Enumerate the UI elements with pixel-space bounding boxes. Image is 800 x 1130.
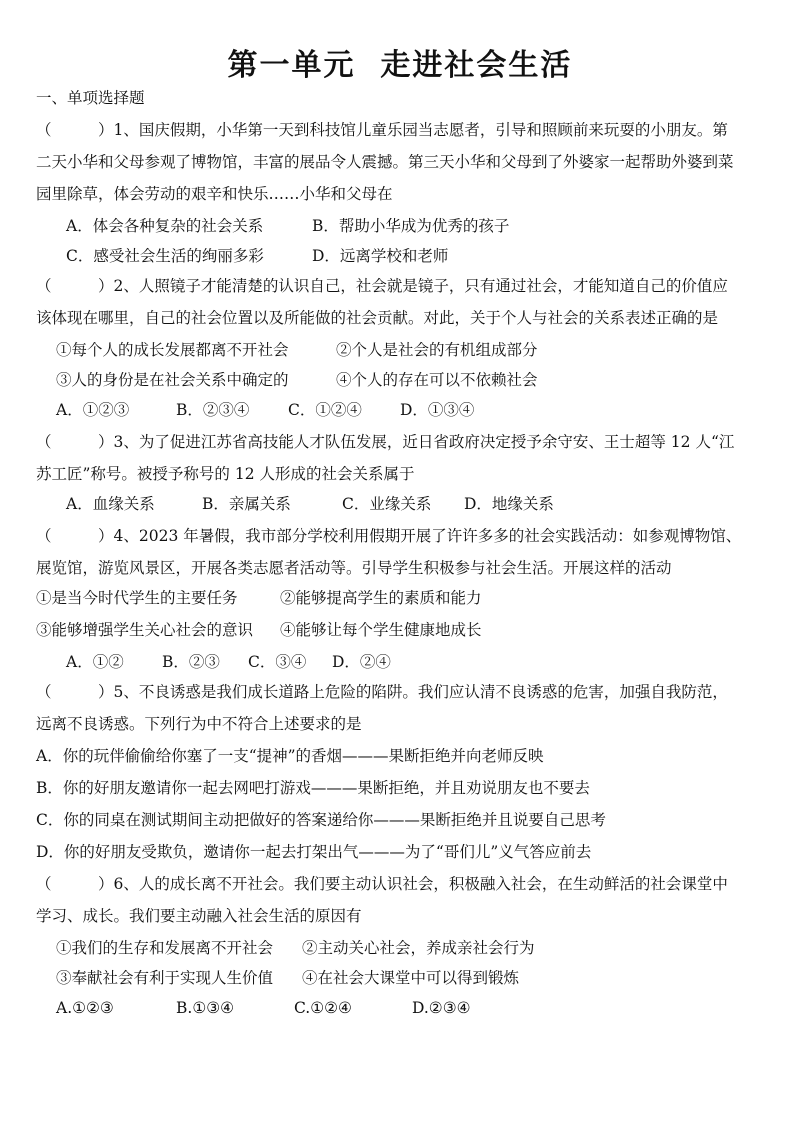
option-c: C.①②④ (294, 999, 352, 1017)
option-row (66, 246, 448, 266)
option-b: B．你的好朋友邀请你一起去网吧打游戏———果断拒绝，并且劝说朋友也不要去 (36, 779, 590, 797)
option-row (56, 400, 474, 420)
option-d: D．地缘关系 (464, 495, 554, 513)
question-stem-line: 该体现在哪里，自己的社会位置以及所能做的社会贡献。对此，关于个人与社会的关系表述正确的是 (36, 309, 719, 327)
option-b: B．帮助小华成为优秀的孩子 (312, 217, 510, 235)
option-a: A．你的玩伴偷偷给你塞了一支“提神”的香烟———果断拒绝并向老师反映 (36, 747, 544, 765)
statement-4: ④在社会大课堂中可以得到锻炼 (302, 969, 520, 987)
statement-2: ②主动关心社会，养成亲社会行为 (302, 939, 535, 957)
statement-1: ①每个人的成长发展都离不开社会 (56, 341, 289, 359)
question-stem-line: （ ）6、人的成长离不开社会。我们要主动认识社会，积极融入社会，在生动鲜活的社会课堂中 (36, 875, 728, 893)
statement-row (56, 370, 538, 390)
option-row (66, 494, 554, 514)
statement-row (56, 968, 519, 988)
statement-row (56, 340, 538, 360)
question-stem-line: 二天小华和父母参观了博物馆，丰富的展品令人震撼。第三天小华和父母到了外婆家一起帮助外婆到菜 (36, 153, 734, 171)
option-d: D．远离学校和老师 (312, 247, 449, 265)
option-a: A．血缘关系 (66, 495, 155, 513)
option-b: B．②③④ (176, 401, 250, 419)
option-row (66, 216, 509, 236)
statement-4: ④能够让每个学生健康地成长 (280, 621, 482, 639)
statement-row (36, 588, 482, 608)
option-row (66, 652, 391, 672)
option-d: D．②④ (332, 653, 391, 671)
statement-3: ③能够增强学生关心社会的意识 (36, 621, 254, 639)
option-c: C．感受社会生活的绚丽多彩 (66, 247, 264, 265)
option-d: D．①③④ (400, 401, 475, 419)
question-stem-line: （ ）1、国庆假期，小华第一天到科技馆儿童乐园当志愿者，引导和照顾前来玩耍的小朋友。第 (36, 121, 728, 139)
statement-row (36, 620, 482, 640)
option-c: C．①②④ (288, 401, 362, 419)
option-d: D.②③④ (412, 999, 471, 1017)
question-stem-line: 园里除草，体会劳动的艰辛和快乐……小华和父母在 (36, 185, 393, 203)
option-b: B．亲属关系 (202, 495, 291, 513)
statement-3: ③人的身份是在社会关系中确定的 (56, 371, 289, 389)
option-a: A．体会各种复杂的社会关系 (66, 217, 264, 235)
question-stem-line: （ ）2、人照镜子才能清楚的认识自己，社会就是镜子，只有通过社会，才能知道自己的价值应 (36, 277, 728, 295)
question-stem-line: 展览馆，游览风景区，开展各类志愿者活动等。引导学生积极参与社会生活。开展这样的活动 (36, 559, 672, 577)
option-a: A．①② (66, 653, 124, 671)
option-a: A．①②③ (56, 401, 130, 419)
option-b: B.①③④ (176, 999, 235, 1017)
question-stem-line: （ ）4、2023 年暑假，我市部分学校利用假期开展了许许多多的社会实践活动：如参观博物馆、 (36, 527, 742, 545)
statement-2: ②个人是社会的有机组成部分 (336, 341, 538, 359)
statement-2: ②能够提高学生的素质和能力 (280, 589, 482, 607)
option-c: C．业缘关系 (342, 495, 432, 513)
option-a: A.①②③ (56, 999, 114, 1017)
option-c: C．③④ (248, 653, 307, 671)
statement-1: ①我们的生存和发展离不开社会 (56, 939, 274, 957)
option-c: C．你的同桌在测试期间主动把做好的答案递给你———果断拒绝并且说要自己思考 (36, 811, 606, 829)
question-stem-line: 苏工匠”称号。被授予称号的 12 人形成的社会关系属于 (36, 465, 415, 483)
question-stem-line: （ ）5、不良诱惑是我们成长道路上危险的陷阱。我们应认清不良诱惑的危害，加强自我防范， (36, 683, 728, 701)
question-stem-line: 学习、成长。我们要主动融入社会生活的原因有 (36, 907, 362, 925)
statement-1: ①是当今时代学生的主要任务 (36, 589, 238, 607)
option-b: B．②③ (162, 653, 220, 671)
page-title: 第一单元 走进社会生活 (227, 48, 573, 83)
option-d: D．你的好朋友受欺负，邀请你一起去打架出气———为了“哥们儿”义气答应前去 (36, 843, 592, 861)
question-stem-line: （ ）3、为了促进江苏省高技能人才队伍发展，近日省政府决定授予余守安、王士超等 12 人“江 (36, 433, 735, 451)
statement-4: ④个人的存在可以不依赖社会 (336, 371, 538, 389)
question-stem-line: 远离不良诱惑。下列行为中不符合上述要求的是 (36, 715, 362, 733)
section-heading: 一、单项选择题 (36, 89, 145, 107)
statement-3: ③奉献社会有利于实现人生价值 (56, 969, 274, 987)
option-row (56, 998, 471, 1018)
statement-row (56, 938, 535, 958)
